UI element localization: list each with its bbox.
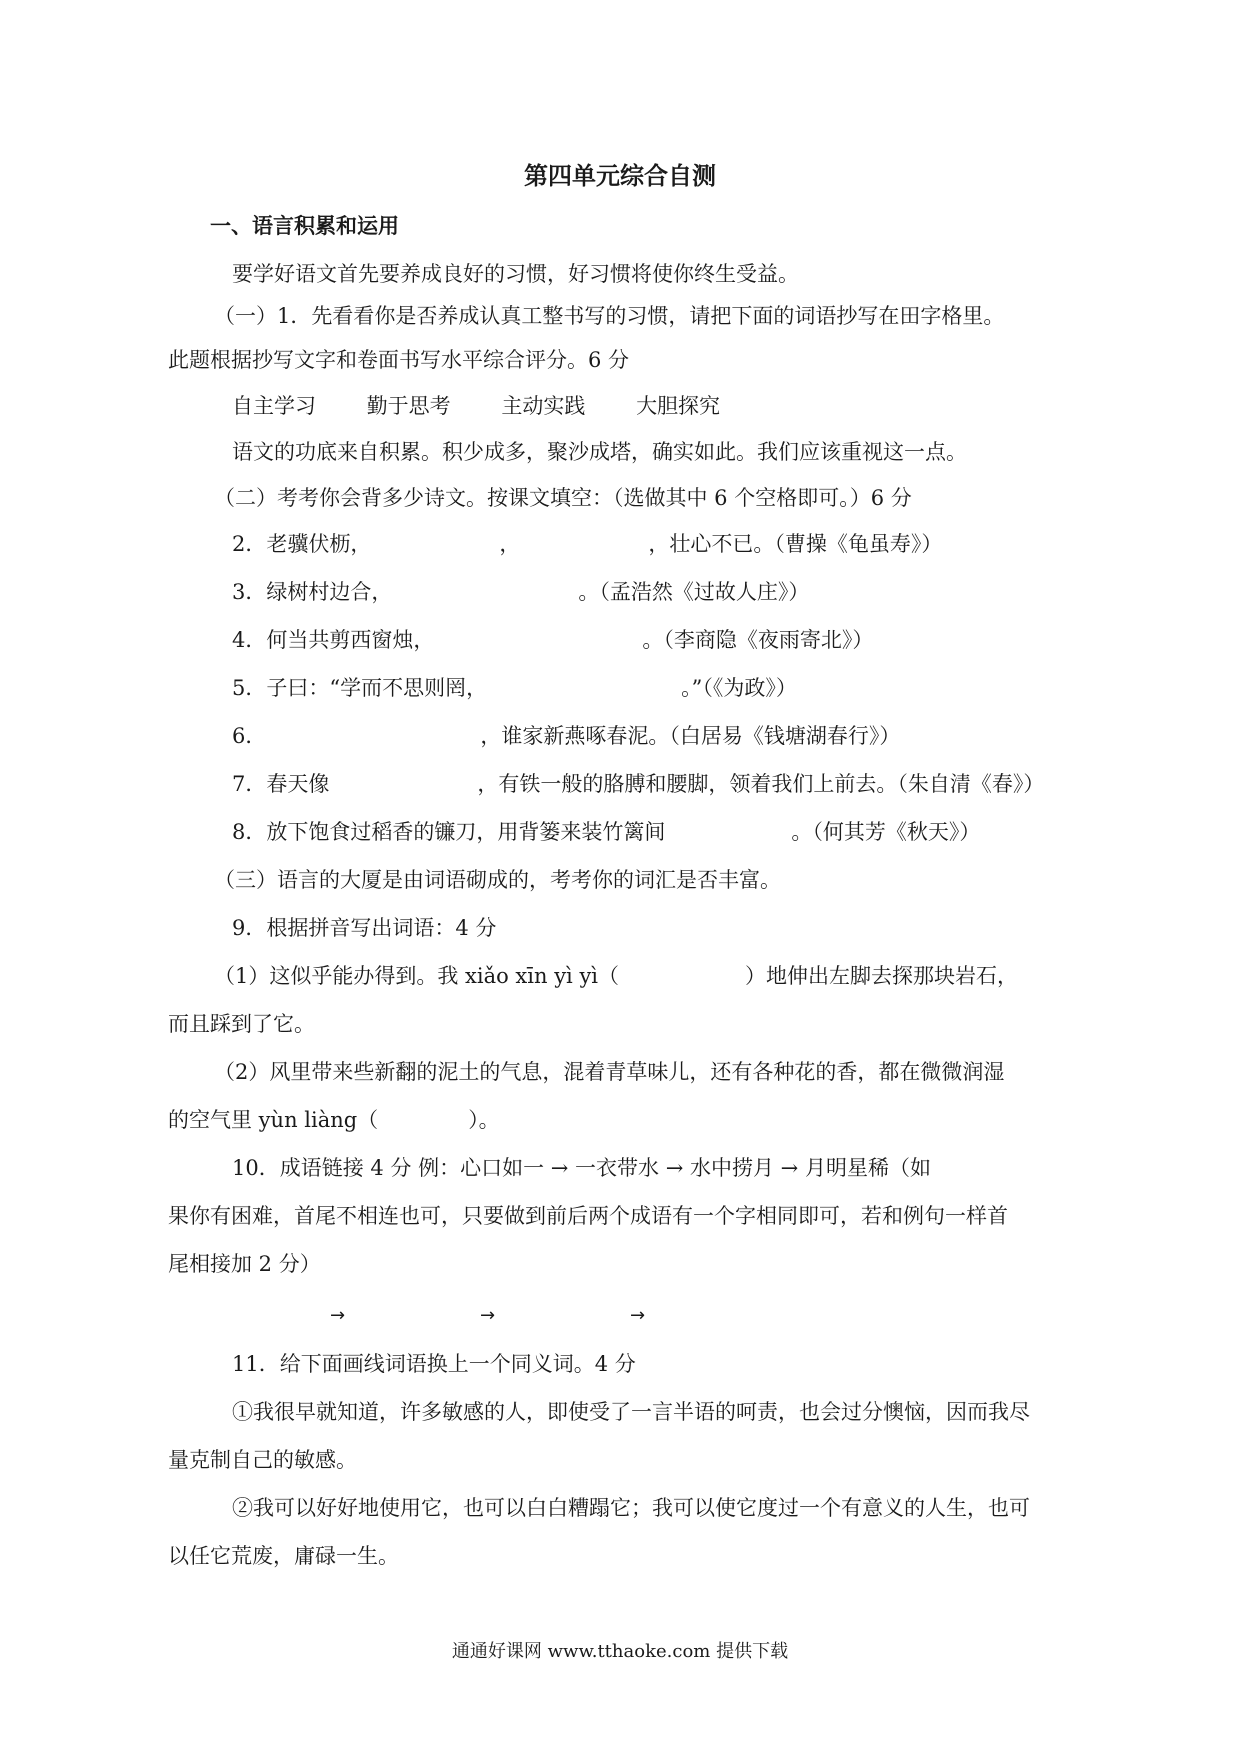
- copy-word: 自主学习: [232, 394, 316, 418]
- question-10-cont-2: 尾相接加 2 分）: [168, 1252, 321, 1276]
- arrow-icon: →: [330, 1305, 346, 1326]
- question-9-1-cont: 而且踩到了它。: [168, 1012, 315, 1036]
- question-6: 6． ，谁家新燕啄春泥。（白居易《钱塘湖春行》）: [232, 724, 901, 748]
- question-3: 3．绿树村边合， 。（孟浩然《过故人庄》）: [232, 580, 810, 604]
- section-intro: 要学好语文首先要养成良好的习惯，好习惯将使你终生受益。: [232, 262, 799, 286]
- question-9: 9．根据拼音写出词语：4 分: [232, 916, 497, 940]
- page-footer: 通通好课网 www.tthaoke.com 提供下载: [451, 1641, 789, 1662]
- idiom-chain-blanks: [330, 1300, 780, 1330]
- question-8: 8．放下饱食过稻香的镰刀，用背篓来装竹篱间 。（何其芳《秋天》）: [232, 820, 981, 844]
- page-title: 第四单元综合自测: [524, 162, 716, 190]
- part3-heading: （三）语言的大厦是由词语砌成的，考考你的词汇是否丰富。: [214, 868, 781, 892]
- arrow-icon: →: [480, 1305, 496, 1326]
- question-11-1: ①我很早就知道，许多敏感的人，即使受了一言半语的呵责，也会过分懊恼，因而我尽: [232, 1400, 1030, 1424]
- copy-word: 主动实践: [501, 394, 586, 418]
- copy-word: 大胆探究: [636, 394, 721, 418]
- arrow-icon: →: [630, 1305, 646, 1326]
- part1-instruction: （一）1．先看看你是否养成认真工整书写的习惯，请把下面的词语抄写在田字格里。: [214, 304, 1005, 328]
- question-10: 10．成语链接 4 分 例：心口如一 → 一衣带水 → 水中捞月 → 月明星稀（如: [232, 1156, 931, 1180]
- question-11-2: ②我可以好好地使用它，也可以白白糟蹋它；我可以使它度过一个有意义的人生，也可: [232, 1496, 1030, 1520]
- question-9-2: （2）风里带来些新翻的泥土的气息，混着青草味儿，还有各种花的香，都在微微润湿: [214, 1060, 1005, 1084]
- question-4: 4．何当共剪西窗烛， 。（李商隐《夜雨寄北》）: [232, 628, 874, 652]
- copy-word: 勤于思考: [366, 394, 451, 418]
- section-heading: 一、语言积累和运用: [210, 214, 399, 238]
- question-9-2-cont: 的空气里 yùn liàng（ ）。: [168, 1108, 500, 1132]
- question-11-2-cont: 以任它荒废，庸碌一生。: [168, 1544, 399, 1568]
- question-5: 5．子曰：“学而不思则罔， 。”（《为政》）: [232, 676, 797, 700]
- accumulation-note: 语文的功底来自积累。积少成多，聚沙成塔，确实如此。我们应该重视这一点。: [232, 440, 967, 464]
- question-2: 2．老骥伏枥， ， ，壮心不已。（曹操《龟虽寿》）: [232, 532, 943, 556]
- part1-scoring: 此题根据抄写文字和卷面书写水平综合评分。6 分: [168, 348, 630, 372]
- question-11: 11．给下面画线词语换上一个同义词。4 分: [232, 1352, 636, 1376]
- question-10-cont-1: 果你有困难，首尾不相连也可，只要做到前后两个成语有一个字相同即可，若和例句一样首: [168, 1204, 1008, 1228]
- question-11-1-cont: 量克制自己的敏感。: [168, 1448, 357, 1472]
- copy-words-list: [232, 392, 764, 420]
- question-7: 7．春天像 ，有铁一般的胳膊和腰脚，领着我们上前去。（朱自清《春》）: [232, 772, 1045, 796]
- question-9-1: （1）这似乎能办得到。我 xiǎo xīn yì yì（ ）地伸出左脚去探那块岩石，: [214, 964, 1019, 988]
- part2-heading: （二）考考你会背多少诗文。按课文填空：（选做其中 6 个空格即可。）6 分: [214, 486, 912, 510]
